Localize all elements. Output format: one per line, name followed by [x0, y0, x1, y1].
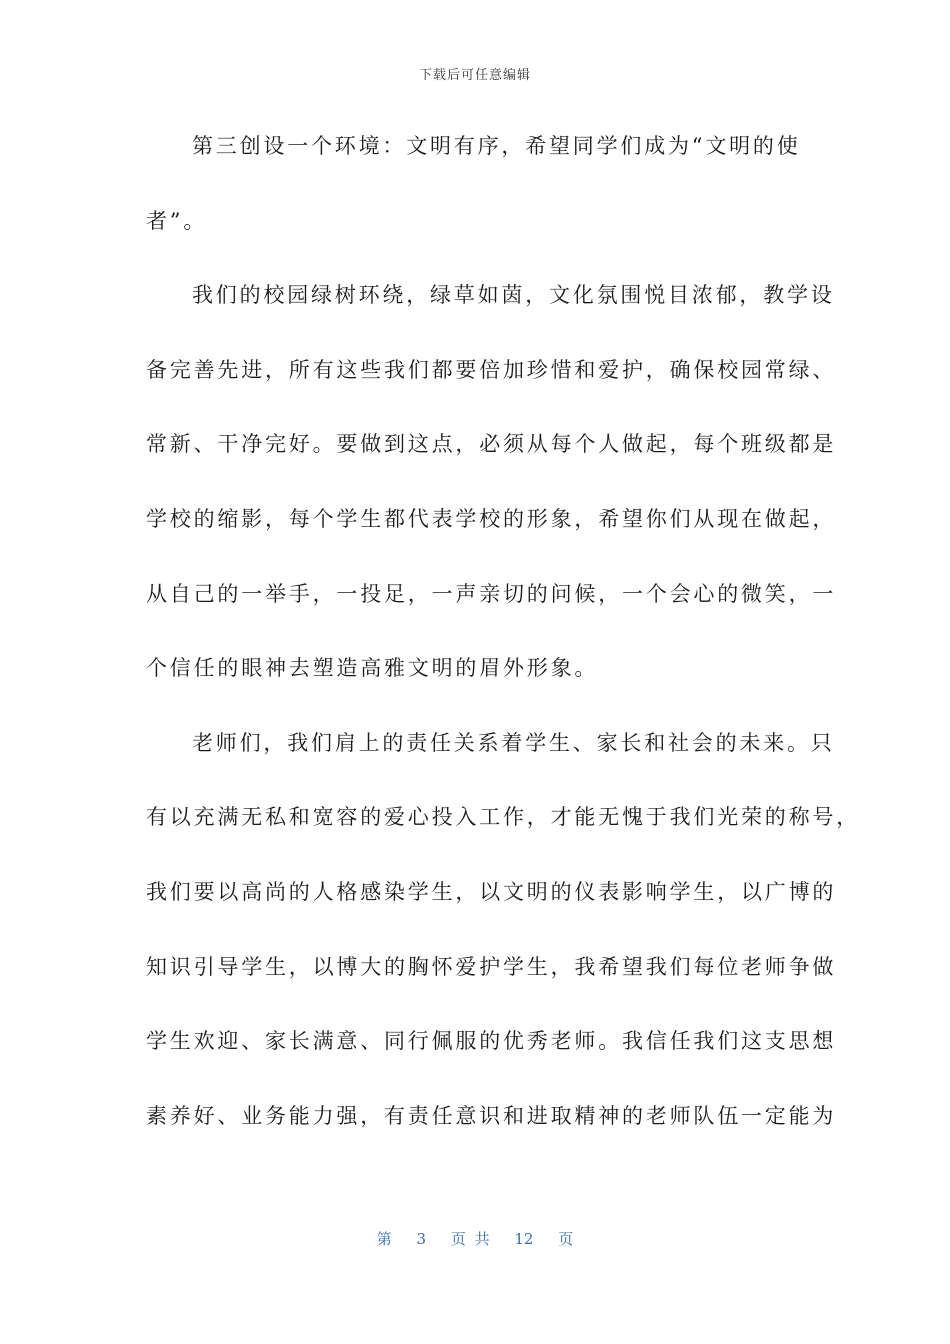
- paragraph-2-line-6: 个信任的眼神去塑造高雅文明的眉外形象。: [146, 656, 599, 681]
- paragraph-2-line-1: 我们的校园绿树环绕，绿草如茵，文化氛围悦目浓郁，教学设: [192, 283, 835, 308]
- paragraph-2-line-5: 从自己的一举手，一投足，一声亲切的问候，一个会心的微笑，一: [146, 581, 837, 606]
- footer-prefix: 第: [376, 1230, 392, 1248]
- paragraph-3-line-2: 有以充满无私和宽容的爱心投入工作，才能无愧于我们光荣的称号，: [146, 805, 860, 830]
- paragraph-3-line-5: 学生欢迎、家长满意、同行佩服的优秀老师。我信任我们这支思想: [146, 1029, 837, 1054]
- footer-total-pages: 12: [514, 1230, 534, 1248]
- paragraph-3-line-4: 知识引导学生，以博大的胸怀爱护学生，我希望我们每位老师争做: [146, 954, 837, 979]
- document-body: [146, 124, 860, 1168]
- paragraph-1-line-2: 者”。: [146, 208, 208, 233]
- footer-suffix: 页: [558, 1230, 574, 1248]
- footer-middle: 页 共: [450, 1230, 490, 1248]
- paragraph-3-line-3: 我们要以高尚的人格感染学生，以文明的仪表影响学生，以广博的: [146, 879, 837, 904]
- paragraph-1-line-1: 第三创设一个环境：文明有序，希望同学们成为“文明的使: [192, 134, 801, 158]
- footer-current-page: 3: [416, 1230, 427, 1248]
- page-header: 下载后可任意编辑: [418, 68, 531, 83]
- paragraph-3-line-6: 素养好、业务能力强，有责任意识和进取精神的老师队伍一定能为: [146, 1103, 837, 1128]
- page-footer: [0, 1228, 950, 1249]
- paragraph-2-line-2: 备完善先进，所有这些我们都要倍加珍惜和爱护，确保校园常绿、: [146, 357, 837, 382]
- paragraph-3-line-1: 老师们，我们肩上的责任关系着学生、家长和社会的未来。只: [192, 730, 835, 755]
- paragraph-2-line-3: 常新、干净完好。要做到这点，必须从每个人做起，每个班级都是: [146, 432, 837, 457]
- paragraph-2-line-4: 学校的缩影，每个学生都代表学校的形象，希望你们从现在做起，: [146, 506, 837, 531]
